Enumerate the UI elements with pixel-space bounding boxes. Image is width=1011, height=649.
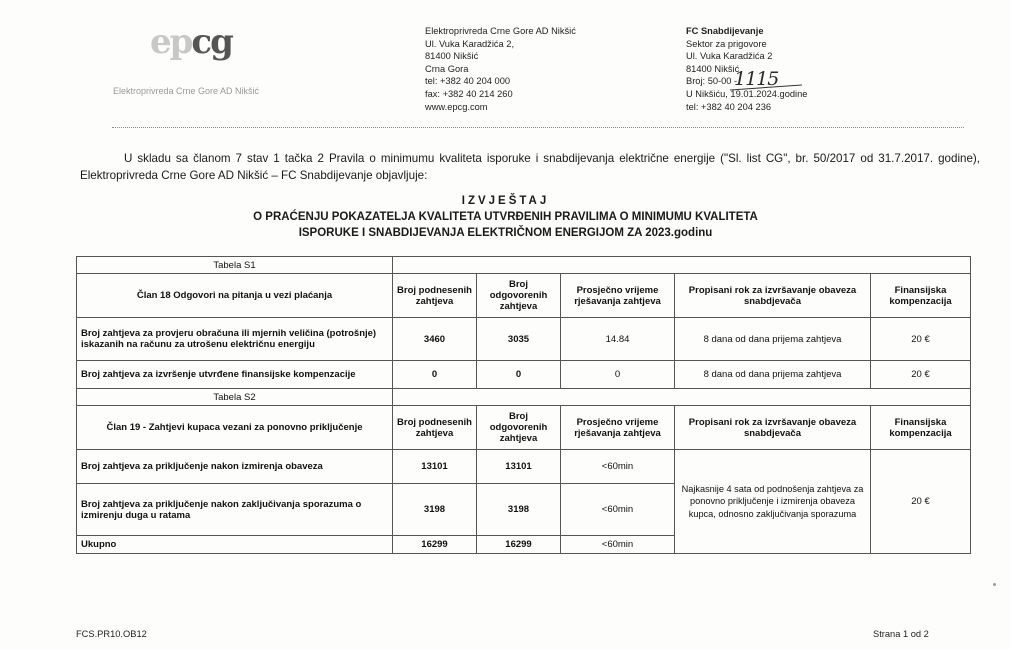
- cell-avg-time: <60min: [561, 484, 675, 536]
- scan-speck: [993, 583, 996, 586]
- sender-line: Crna Gora: [425, 63, 469, 74]
- sender-line: tel: +382 40 204 000: [425, 76, 511, 87]
- table-s2-label-row: [77, 389, 971, 406]
- report-subtitle-line2: ISPORUKE I SNABDIJEVANJA ELEKTRIČNOM ENERGIJOM ZA 2023.godinu: [298, 227, 713, 239]
- column-header-deadline: Propisani rok za izvršavanje obaveza snabdjevača: [675, 274, 871, 318]
- total-submitted: 16299: [393, 536, 477, 554]
- row-label: Broj zahtjeva za priključenje nakon zaključivanja sporazuma o izmirenju duga u ratama: [77, 484, 393, 536]
- recipient-line: 81400 Nikšić: [686, 63, 740, 74]
- row-label: Broj zahtjeva za izvršenje utvrđene finansijske kompenzacije: [77, 361, 393, 389]
- column-header-submitted: Broj podnesenih zahtjeva: [393, 274, 477, 318]
- cell-answered: 3035: [477, 318, 561, 361]
- report-subtitle-line1: O PRAĆENJU POKAZATELJA KVALITETA UTVRĐENIH PRAVILIMA O MINIMUMU KVALITETA: [253, 211, 758, 223]
- sender-line: Ul. Vuka Karadžića 2,: [425, 38, 515, 49]
- cell-submitted: 3460: [393, 318, 477, 361]
- table-s2-topic-header: Član 19 - Zahtjevi kupaca vezani za ponovno priključenje: [77, 406, 393, 450]
- company-logo: epcg: [150, 22, 232, 62]
- cell-deadline: 8 dana od dana prijema zahtjeva: [675, 318, 871, 361]
- intro-paragraph: U skladu sa članom 7 stav 1 tačka 2 Pravila o minimumu kvaliteta isporuke i snabdijevanja električne energije ("Sl. list CG", br. 50/2017 od 31.7.2017. godine), Elektroprivreda Crne Gore AD Nikšić – FC Snabdijevanje objavljuje:: [80, 152, 980, 182]
- table-row: [77, 361, 971, 389]
- document-date: U Nikšiću, 19.01.2024.godine: [686, 88, 808, 99]
- column-header-compensation: Finansijska kompenzacija: [871, 274, 971, 318]
- table-s2-header-row: [77, 406, 971, 450]
- total-answered: 16299: [477, 536, 561, 554]
- column-header-answered: Broj odgovorenih zahtjeva: [477, 406, 561, 450]
- column-header-deadline: Propisani rok za izvršavanje obaveza snabdjevača: [675, 406, 871, 450]
- cell-answered: 13101: [477, 450, 561, 484]
- column-header-avg-time: Prosječno vrijeme rješavanja zahtjeva: [561, 406, 675, 450]
- cell-compensation-merged: 20 €: [871, 450, 971, 554]
- recipient-line: Sektor za prigovore: [686, 38, 767, 49]
- recipient-title: FC Snabdijevanje: [686, 26, 764, 36]
- column-header-submitted: Broj podnesenih zahtjeva: [393, 406, 477, 450]
- cell-compensation: 20 €: [871, 361, 971, 389]
- recipient-phone: tel: +382 40 204 236: [686, 101, 772, 112]
- column-header-answered: Broj odgovorenih zahtjeva: [477, 274, 561, 318]
- table-s2-label: Tabela S2: [77, 389, 393, 406]
- sender-line: Elektroprivreda Crne Gore AD Nikšić: [425, 26, 576, 36]
- sender-line: 81400 Nikšić: [425, 51, 479, 62]
- cell-submitted: 0: [393, 361, 477, 389]
- cell-deadline: 8 dana od dana prijema zahtjeva: [675, 361, 871, 389]
- header-divider: [112, 127, 964, 128]
- sender-website-link[interactable]: www.epcg.com: [425, 101, 488, 112]
- table-row: [77, 450, 971, 484]
- table-row: [77, 318, 971, 361]
- cell-avg-time: 14.84: [561, 318, 675, 361]
- column-header-compensation: Finansijska kompenzacija: [871, 406, 971, 450]
- logo-text-mark: cg: [191, 22, 232, 62]
- cell-deadline-merged: Najkasnije 4 sata od podnošenja zahtjeva za ponovno priključenje i izmirenja obaveza kupca, odnosno zaključivanja sporazuma: [675, 450, 871, 554]
- table-s1-topic-header: Član 18 Odgovori na pitanja u vezi plaćanja: [77, 274, 393, 318]
- cell-submitted: 13101: [393, 450, 477, 484]
- table-s2-label-spacer: [393, 389, 971, 406]
- cell-avg-time: <60min: [561, 450, 675, 484]
- cell-submitted: 3198: [393, 484, 477, 536]
- cell-avg-time: 0: [561, 361, 675, 389]
- recipient-line: Ul. Vuka Karadžića 2: [686, 51, 773, 62]
- table-s1-label-row: [77, 257, 971, 274]
- row-label: Broj zahtjeva za provjeru obračuna ili mjernih veličina (potrošnje) iskazanih na računu za utrošenu električnu energiju: [77, 318, 393, 361]
- report-table: [76, 256, 971, 554]
- cell-answered: 0: [477, 361, 561, 389]
- row-label: Broj zahtjeva za priključenje nakon izmirenja obaveza: [77, 450, 393, 484]
- logo-caption: Elektroprivreda Crne Gore AD Nikšić: [113, 86, 260, 96]
- report-title: IZVJEŠTAJ: [461, 195, 550, 207]
- column-header-avg-time: Prosječno vrijeme rješavanja zahtjeva: [561, 274, 675, 318]
- total-avg-time: <60min: [561, 536, 675, 554]
- total-label: Ukupno: [77, 536, 393, 554]
- table-s1-header-row: [77, 274, 971, 318]
- cell-compensation: 20 €: [871, 318, 971, 361]
- table-s1-label-spacer: [393, 257, 971, 274]
- table-s1-label: Tabela S1: [77, 257, 393, 274]
- page-number: Strana 1 od 2: [873, 629, 929, 639]
- document-code: FCS.PR10.OB12: [76, 629, 147, 639]
- handwritten-document-number: 1115: [734, 68, 779, 90]
- cell-answered: 3198: [477, 484, 561, 536]
- sender-address: [425, 25, 576, 113]
- document-number-label: Broj: 50-00 -: [686, 76, 738, 87]
- sender-line: fax: +382 40 214 260: [425, 88, 513, 99]
